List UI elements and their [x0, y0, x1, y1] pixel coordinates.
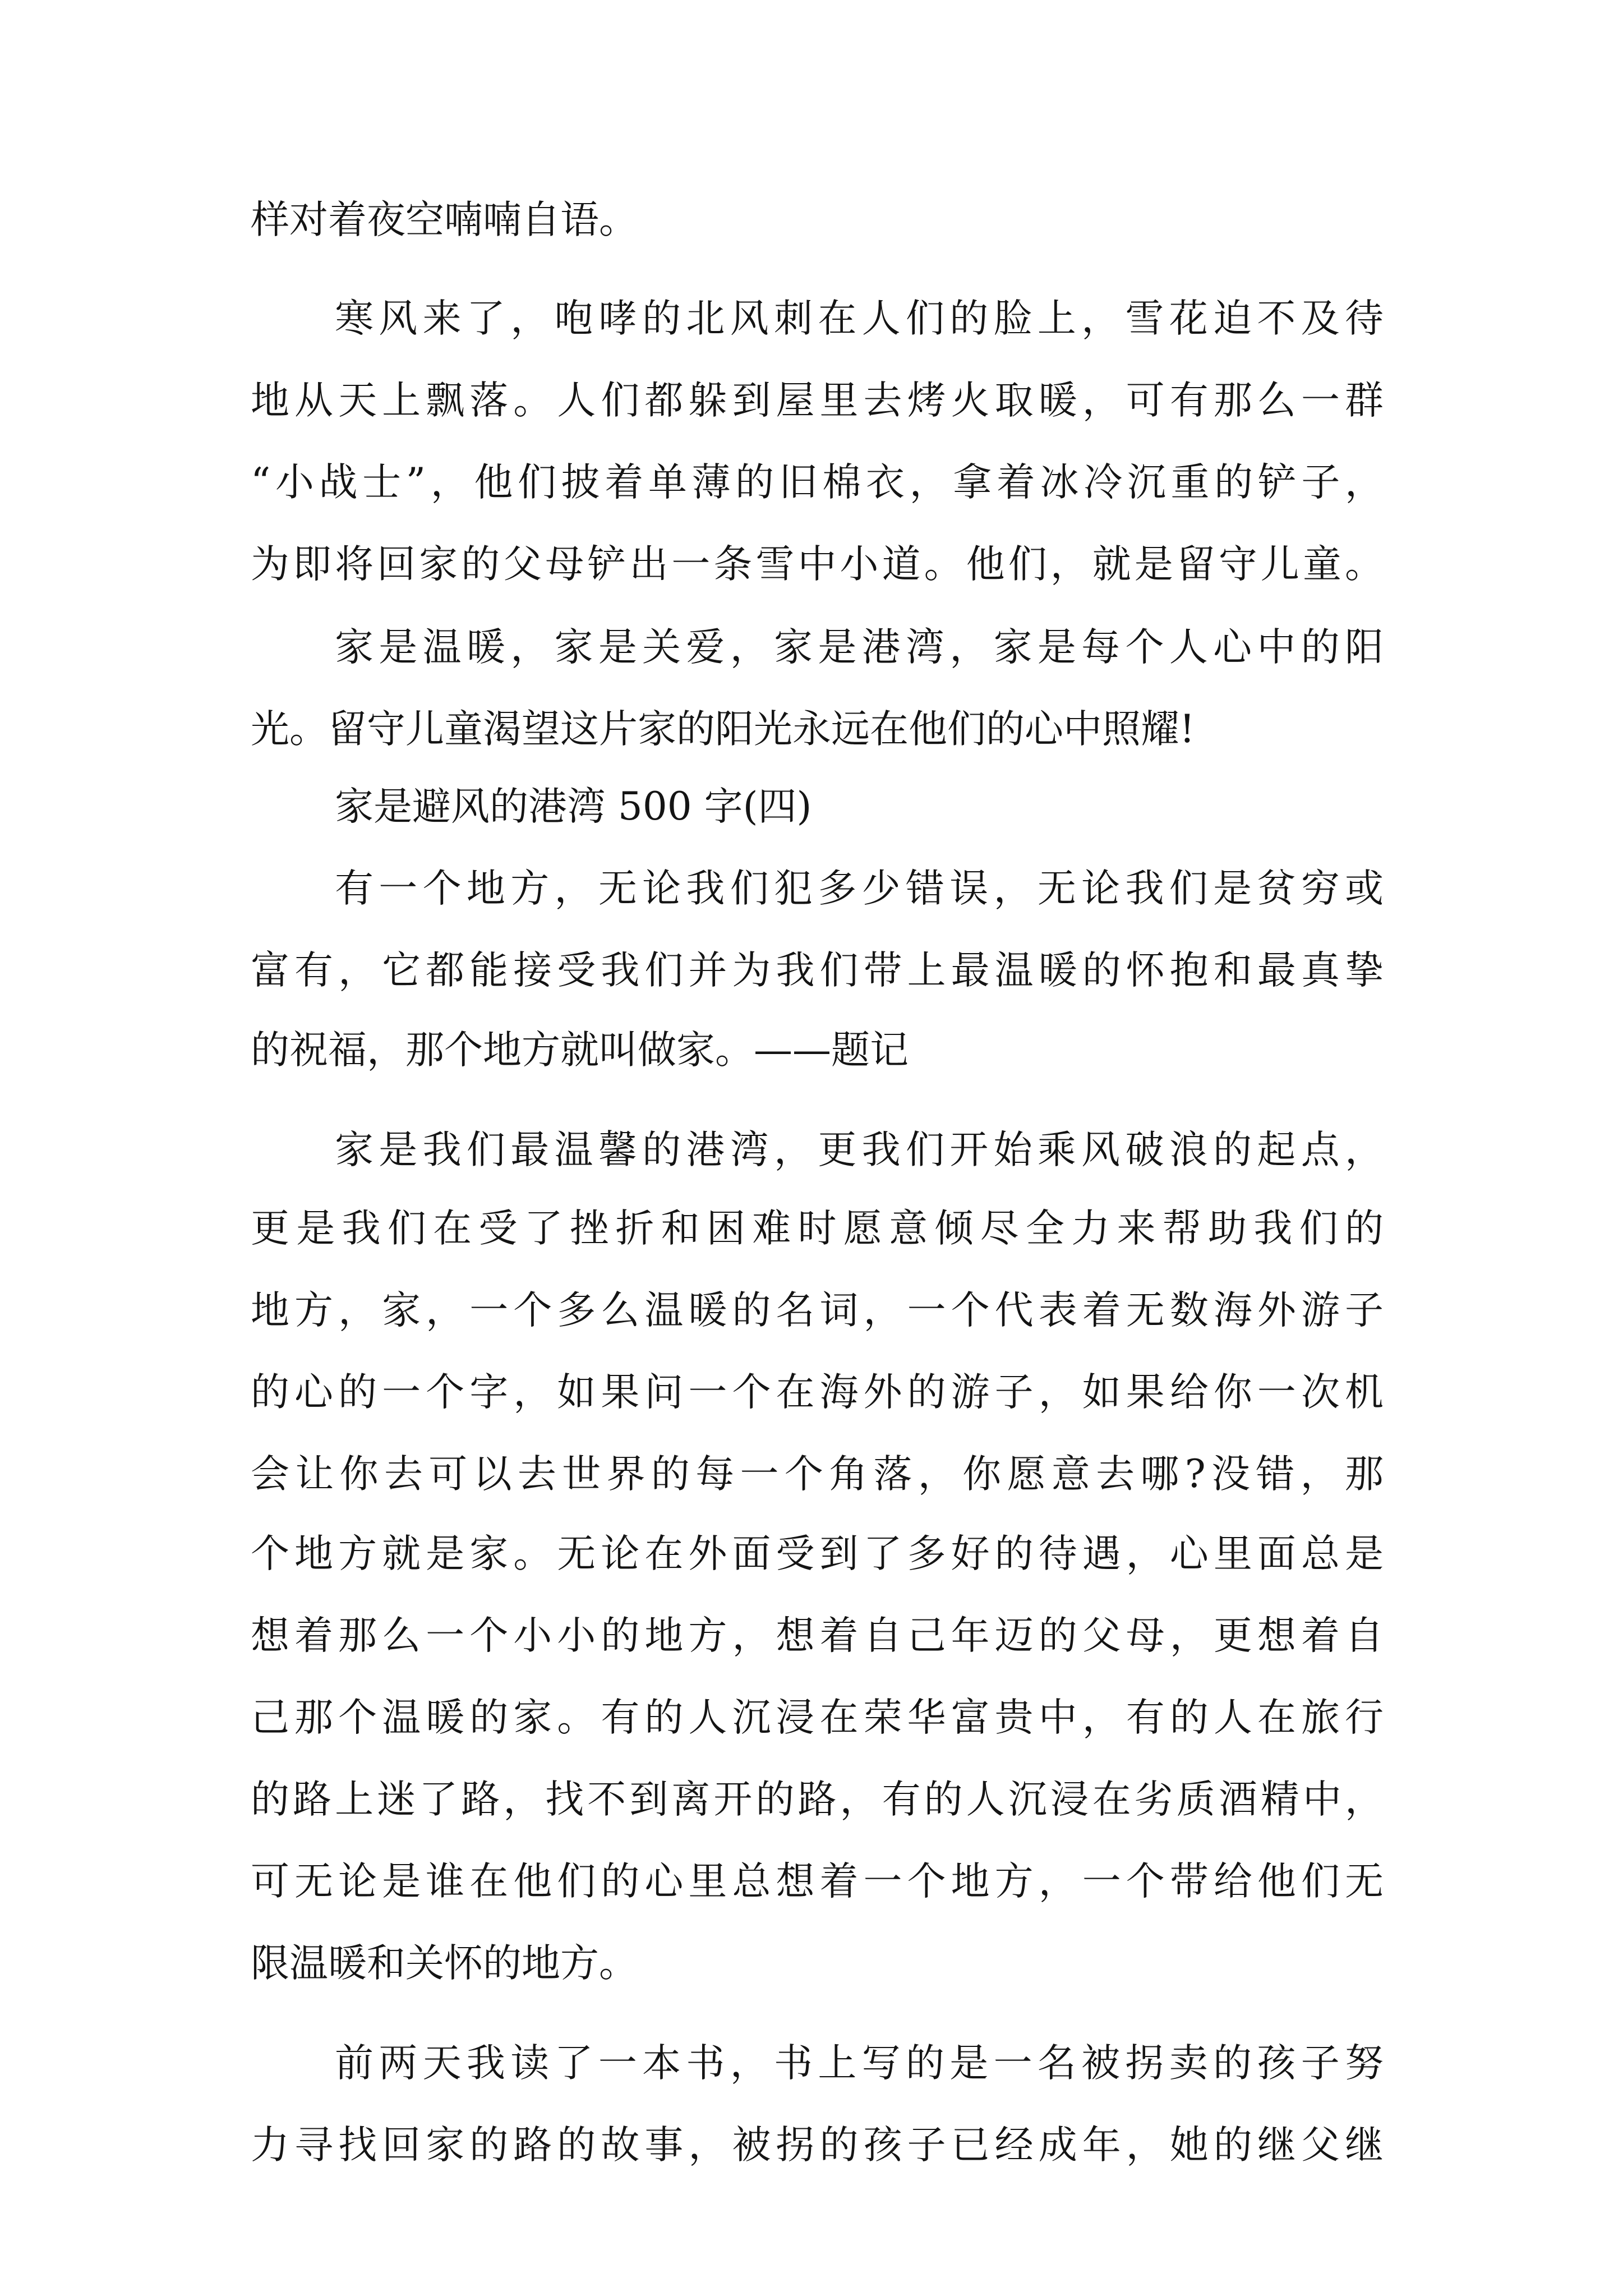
paragraph-first-line: 寒风来了，咆哮的北风刺在人们的脸上，雪花迫不及待	[335, 296, 1384, 341]
paragraph-first-line: 家是温暖，家是关爱，家是港湾，家是每个人心中的阳	[335, 625, 1384, 670]
text-line: 的心的一个字，如果问一个在海外的游子，如果给你一次机	[251, 1370, 1384, 1415]
text-line: 为即将回家的父母铲出一条雪中小道。他们，就是留守儿童。	[251, 542, 1384, 587]
text-line: 地方，家，一个多么温暖的名词，一个代表着无数海外游子	[251, 1288, 1384, 1333]
text-line: 地从天上飘落。人们都躲到屋里去烤火取暖，可有那么一群	[251, 378, 1384, 423]
text-line: “小战士”，他们披着单薄的旧棉衣，拿着冰冷沉重的铲子，	[251, 460, 1384, 505]
text-line: 个地方就是家。无论在外面受到了多好的待遇，心里面总是	[251, 1531, 1384, 1576]
text-line: 的路上迷了路，找不到离开的路，有的人沉浸在劣质酒精中，	[251, 1777, 1384, 1822]
text-line: 更是我们在受了挫折和困难时愿意倾尽全力来帮助我们的	[251, 1206, 1384, 1251]
text-line: 富有，它都能接受我们并为我们带上最温暖的怀抱和最真挚	[251, 948, 1384, 993]
text-line: 想着那么一个小小的地方，想着自己年迈的父母，更想着自	[251, 1613, 1384, 1658]
paragraph-first-line: 前两天我读了一本书，书上写的是一名被拐卖的孩子努	[335, 2041, 1384, 2086]
text-line: 限温暖和关怀的地方。	[251, 1941, 638, 1986]
text-line: 可无论是谁在他们的心里总想着一个地方，一个带给他们无	[251, 1859, 1384, 1904]
text-line: 己那个温暖的家。有的人沉浸在荣华富贵中，有的人在旅行	[251, 1695, 1384, 1740]
text-line: 样对着夜空喃喃自语。	[251, 197, 638, 242]
text-line: 会让你去可以去世界的每一个角落，你愿意去哪?没错，那	[251, 1452, 1384, 1497]
section-heading: 家是避风的港湾 500 字(四)	[335, 784, 812, 829]
text-line: 力寻找回家的路的故事，被拐的孩子已经成年，她的继父继	[251, 2123, 1384, 2168]
text-line: 光。留守儿童渴望这片家的阳光永远在他们的心中照耀!	[251, 707, 1195, 752]
paragraph-first-line: 家是我们最温馨的港湾，更我们开始乘风破浪的起点，	[335, 1128, 1384, 1172]
paragraph-first-line: 有一个地方，无论我们犯多少错误，无论我们是贫穷或	[335, 866, 1384, 911]
text-line: 的祝福，那个地方就叫做家。——题记	[251, 1028, 909, 1073]
